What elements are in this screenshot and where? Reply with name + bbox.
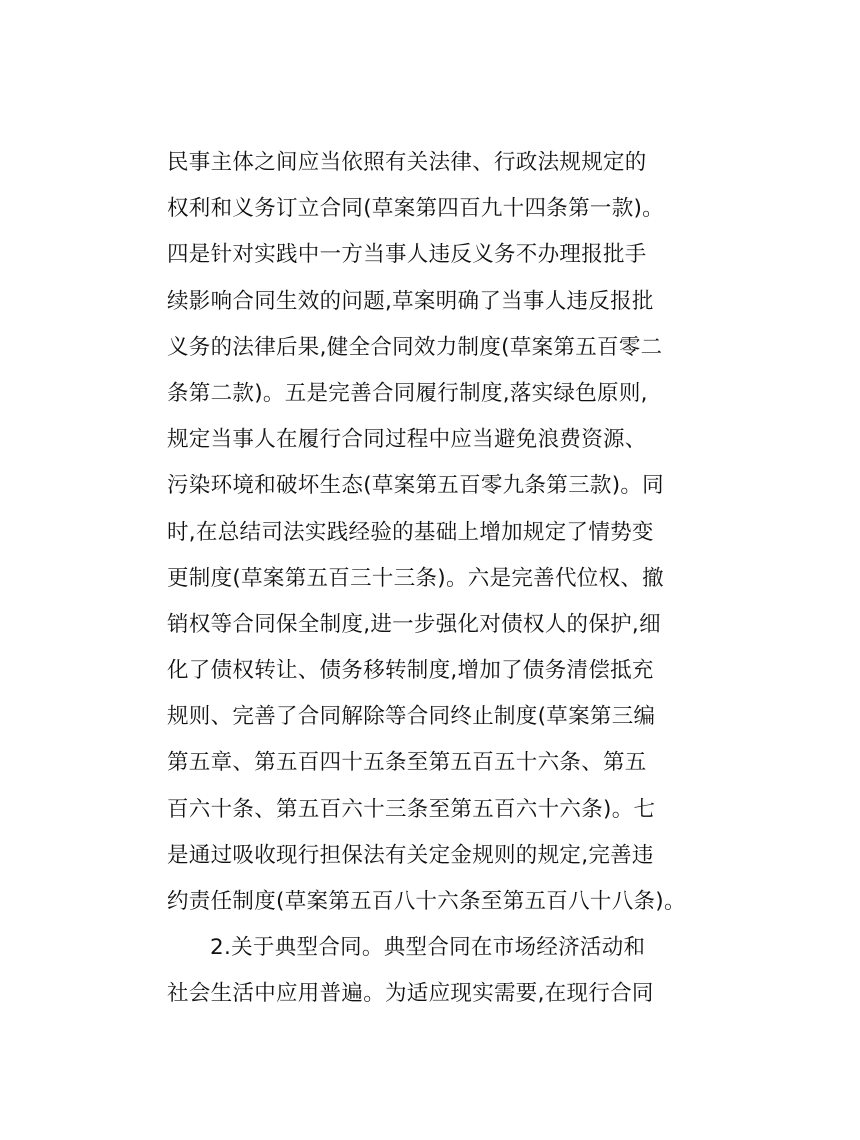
text-line: 百六十条、第五百六十三条至第五百六十六条)。七 <box>167 796 656 822</box>
text-line: 第五章、第五百四十五条至第五百五十六条、第五 <box>167 750 647 776</box>
text-line: 销权等合同保全制度,进一步强化对债权人的保护,细 <box>167 611 661 637</box>
text-line: 续影响合同生效的问题,草案明确了当事人违反报批 <box>167 288 654 314</box>
text-line: 污染环境和破坏生态(草案第五百零九条第三款)。同 <box>167 473 664 499</box>
text-line: 社会生活中应用普遍。为适应现实需要,在现行合同 <box>167 981 654 1007</box>
text-line: 是通过吸收现行担保法有关定金规则的规定,完善违 <box>167 842 654 868</box>
text-line: 规则、完善了合同解除等合同终止制度(草案第三编 <box>167 704 656 730</box>
section-heading-line: 2.关于典型合同。典型合同在市场经济活动和 <box>210 935 646 961</box>
text-line: 化了债权转让、债务移转制度,增加了债务清偿抵充 <box>167 658 654 684</box>
text-line: 条第二款)。五是完善合同履行制度,落实绿色原则, <box>167 380 648 406</box>
text-line: 时,在总结司法实践经验的基础上增加规定了情势变 <box>167 519 654 545</box>
body-text <box>167 140 707 1018</box>
text-line: 权利和义务订立合同(草案第四百九十四条第一款)。 <box>167 196 664 222</box>
text-line: 更制度(草案第五百三十三条)。六是完善代位权、撤 <box>167 565 664 591</box>
text-line: 民事主体之间应当依照有关法律、行政法规规定的 <box>167 150 647 175</box>
text-line: 四是针对实践中一方当事人违反义务不办理报批手 <box>167 242 647 268</box>
text-line: 规定当事人在履行合同过程中应当避免浪费资源、 <box>167 427 647 453</box>
text-line: 约责任制度(草案第五百八十六条至第五百八十八条)。 <box>167 889 686 914</box>
text-line: 义务的法律后果,健全合同效力制度(草案第五百零二 <box>167 334 663 360</box>
